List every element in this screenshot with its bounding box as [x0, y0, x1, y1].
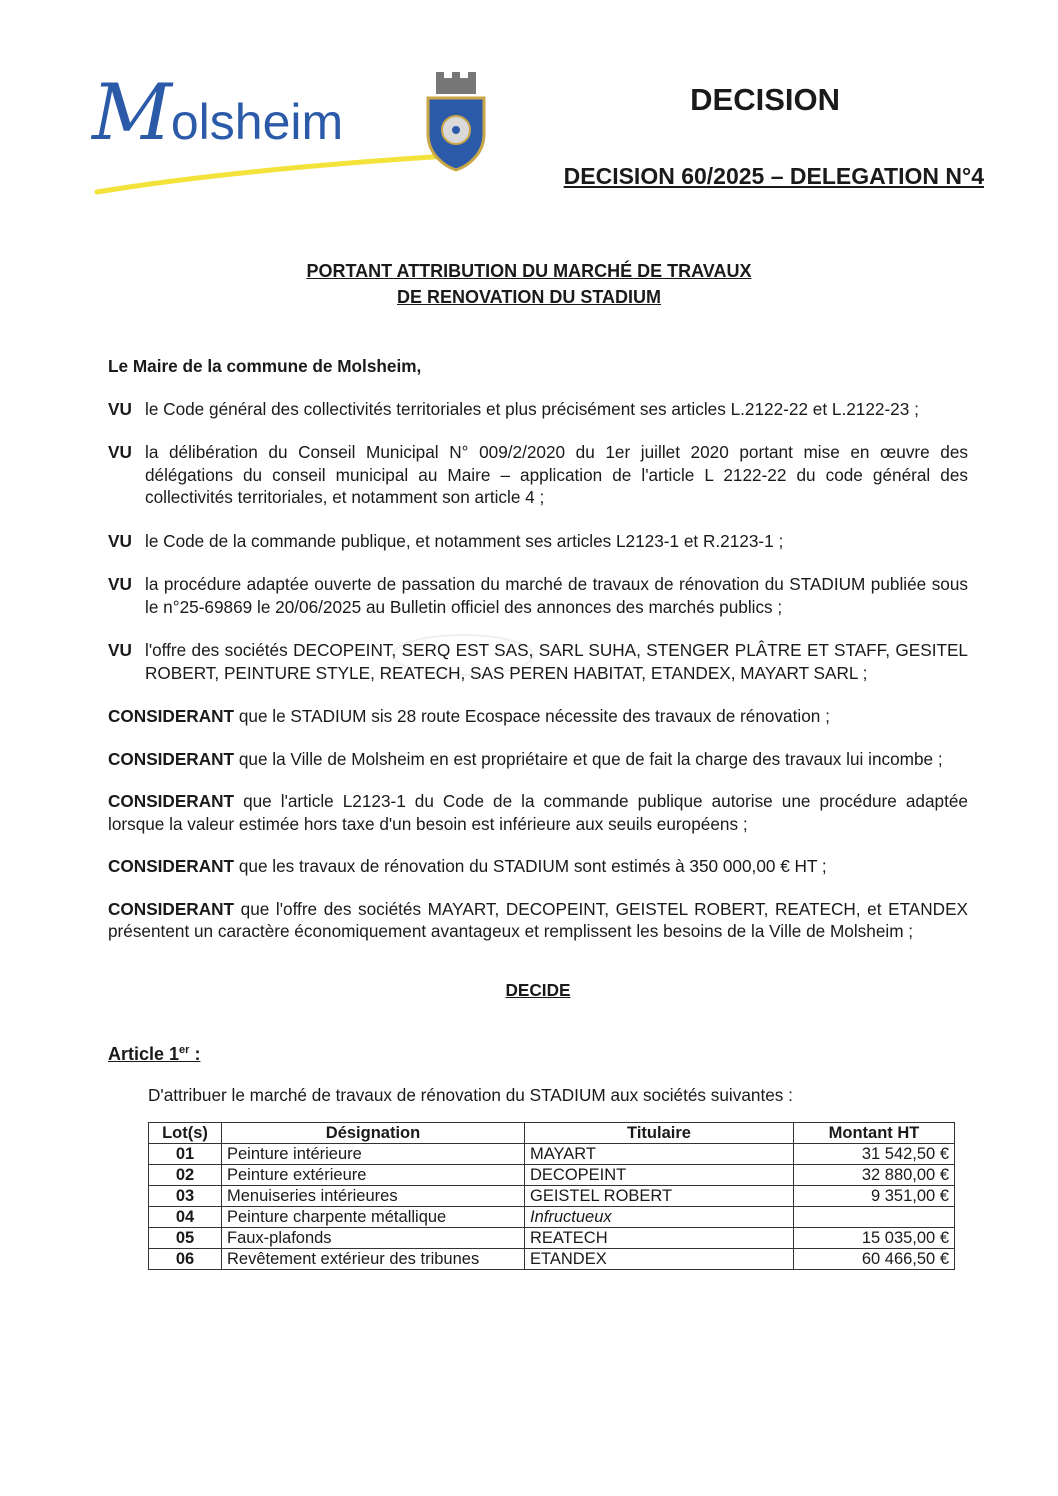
- cell-titulaire: REATECH: [525, 1228, 794, 1249]
- vu-clause: [108, 441, 968, 509]
- vu-text: l'offre des sociétés DECOPEINT, SERQ EST SAS, SARL SUHA, STENGER PLÂTRE ET STAFF, GESITEL ROBERT, PEINTURE STYLE, REATECH, SAS PEREN HABITAT, ETANDEX, MAYART SARL ;: [145, 640, 968, 683]
- decision-body: [108, 355, 968, 1270]
- vu-keyword: VU: [108, 398, 132, 419]
- considerant-clause: [108, 748, 968, 771]
- vu-clause: [108, 398, 968, 421]
- vu-text: la procédure adaptée ouverte de passation du marché de travaux de rénovation du STADIUM publiée sous le n°25-69869 le 20/06/2025 au Bulletin officiel des annonces des marchés publics ;: [145, 574, 968, 617]
- cell-montant: 60 466,50 €: [794, 1249, 955, 1270]
- document-title: DECISION: [690, 82, 840, 117]
- considerant-text: que l'offre des sociétés MAYART, DECOPEINT, GEISTEL ROBERT, REATECH, et ETANDEX présentent un caractère économiquement avantageux et remplissent les besoins de la Ville de Molsheim ;: [108, 898, 969, 941]
- cell-lot: 04: [149, 1207, 222, 1228]
- table-row: [149, 1165, 955, 1186]
- article-colon: :: [189, 1044, 201, 1064]
- considerant-keyword: CONSIDERANT: [108, 898, 235, 919]
- cell-designation: Peinture intérieure: [222, 1144, 525, 1165]
- vu-keyword: VU: [108, 530, 132, 551]
- vu-keyword: VU: [108, 640, 132, 660]
- cell-montant: 15 035,00 €: [794, 1228, 955, 1249]
- considerant-keyword: CONSIDERANT: [108, 706, 235, 726]
- decide-heading: DECIDE: [505, 979, 571, 1000]
- cell-titulaire: Infructueux: [525, 1207, 794, 1228]
- col-header-lot: Lot(s): [149, 1123, 222, 1144]
- logo-text: Molsheim: [92, 68, 344, 158]
- intro-line: Le Maire de la commune de Molsheim,: [108, 356, 422, 376]
- cell-designation: Revêtement extérieur des tribunes: [222, 1249, 525, 1270]
- cell-titulaire: DECOPEINT: [525, 1165, 794, 1186]
- cell-designation: Peinture extérieure: [222, 1165, 525, 1186]
- considerant-keyword: CONSIDERANT: [108, 791, 235, 811]
- cell-titulaire: MAYART: [525, 1144, 794, 1165]
- cell-designation: Menuiseries intérieures: [222, 1186, 525, 1207]
- table-row: [149, 1228, 955, 1249]
- table-row: [149, 1186, 955, 1207]
- table-row: [149, 1249, 955, 1270]
- vu-clause: [108, 639, 968, 684]
- decision-number: DECISION 60/2025 – DELEGATION N°4: [563, 163, 984, 189]
- cell-lot: 01: [149, 1144, 222, 1165]
- considerant-text: que l'article L2123-1 du Code de la commande publique autorise une procédure adaptée lorsque la valeur estimée hors taxe d'un besoin est inférieure aux seuils européens ;: [108, 791, 968, 834]
- considerant-keyword: CONSIDERANT: [108, 748, 235, 769]
- molsheim-logo: [92, 68, 512, 193]
- subject-line-2: DE RENOVATION DU STADIUM: [397, 287, 661, 307]
- article-1-heading: [108, 1039, 968, 1066]
- cell-titulaire: ETANDEX: [525, 1249, 794, 1270]
- considerant-text: que le STADIUM sis 28 route Ecospace nécessite des travaux de rénovation ;: [238, 706, 830, 726]
- cell-lot: 05: [149, 1228, 222, 1249]
- considerant-clause: [108, 790, 968, 835]
- vu-clause: [108, 573, 968, 618]
- attribution-table: [148, 1122, 955, 1270]
- article-sup: er: [179, 1044, 190, 1056]
- article-label: Article 1: [108, 1044, 180, 1064]
- considerant-clause: [108, 855, 968, 878]
- subject-line-1: PORTANT ATTRIBUTION DU MARCHÉ DE TRAVAUX: [306, 261, 752, 281]
- cell-lot: 02: [149, 1165, 222, 1186]
- decision-subject: [0, 258, 1058, 310]
- coat-of-arms-icon: [420, 72, 492, 172]
- col-header-designation: Désignation: [222, 1123, 525, 1144]
- table-header-row: [149, 1123, 955, 1144]
- cell-titulaire: GEISTEL ROBERT: [525, 1186, 794, 1207]
- vu-keyword: VU: [108, 442, 132, 462]
- considerant-text: que la Ville de Molsheim en est propriétaire et que de fait la charge des travaux lui incombe ;: [238, 748, 943, 769]
- cell-montant: 9 351,00 €: [794, 1186, 955, 1207]
- col-header-montant: Montant HT: [794, 1123, 955, 1144]
- vu-text: la délibération du Conseil Municipal N° 009/2/2020 du 1er juillet 2020 portant mise en œuvre des délégations du conseil municipal au Maire – application de l'article L 2122-22 du code général des collectivités territoriales, et notamment son article 4 ;: [145, 442, 968, 507]
- cell-montant: 31 542,50 €: [794, 1144, 955, 1165]
- cell-designation: Peinture charpente métallique: [222, 1207, 525, 1228]
- table-row: [149, 1144, 955, 1165]
- table-row: [149, 1207, 955, 1228]
- considerant-text: que les travaux de rénovation du STADIUM sont estimés à 350 000,00 € HT ;: [238, 856, 827, 876]
- considerant-clause: [108, 898, 968, 943]
- considerant-clause: [108, 705, 968, 728]
- vu-text: le Code de la commande publique, et notamment ses articles L2123-1 et R.2123-1 ;: [145, 530, 784, 551]
- cell-lot: 03: [149, 1186, 222, 1207]
- vu-keyword: VU: [108, 574, 132, 594]
- vu-clause: [108, 530, 968, 553]
- considerant-keyword: CONSIDERANT: [108, 856, 235, 876]
- cell-lot: 06: [149, 1249, 222, 1270]
- article-1-text: D'attribuer le marché de travaux de rénovation du STADIUM aux sociétés suivantes :: [148, 1084, 793, 1105]
- cell-montant: [794, 1207, 955, 1228]
- col-header-titulaire: Titulaire: [525, 1123, 794, 1144]
- cell-montant: 32 880,00 €: [794, 1165, 955, 1186]
- cell-designation: Faux-plafonds: [222, 1228, 525, 1249]
- vu-text: le Code général des collectivités territoriales et plus précisément ses articles L.2122-22 et L.2122-23 ;: [145, 398, 919, 419]
